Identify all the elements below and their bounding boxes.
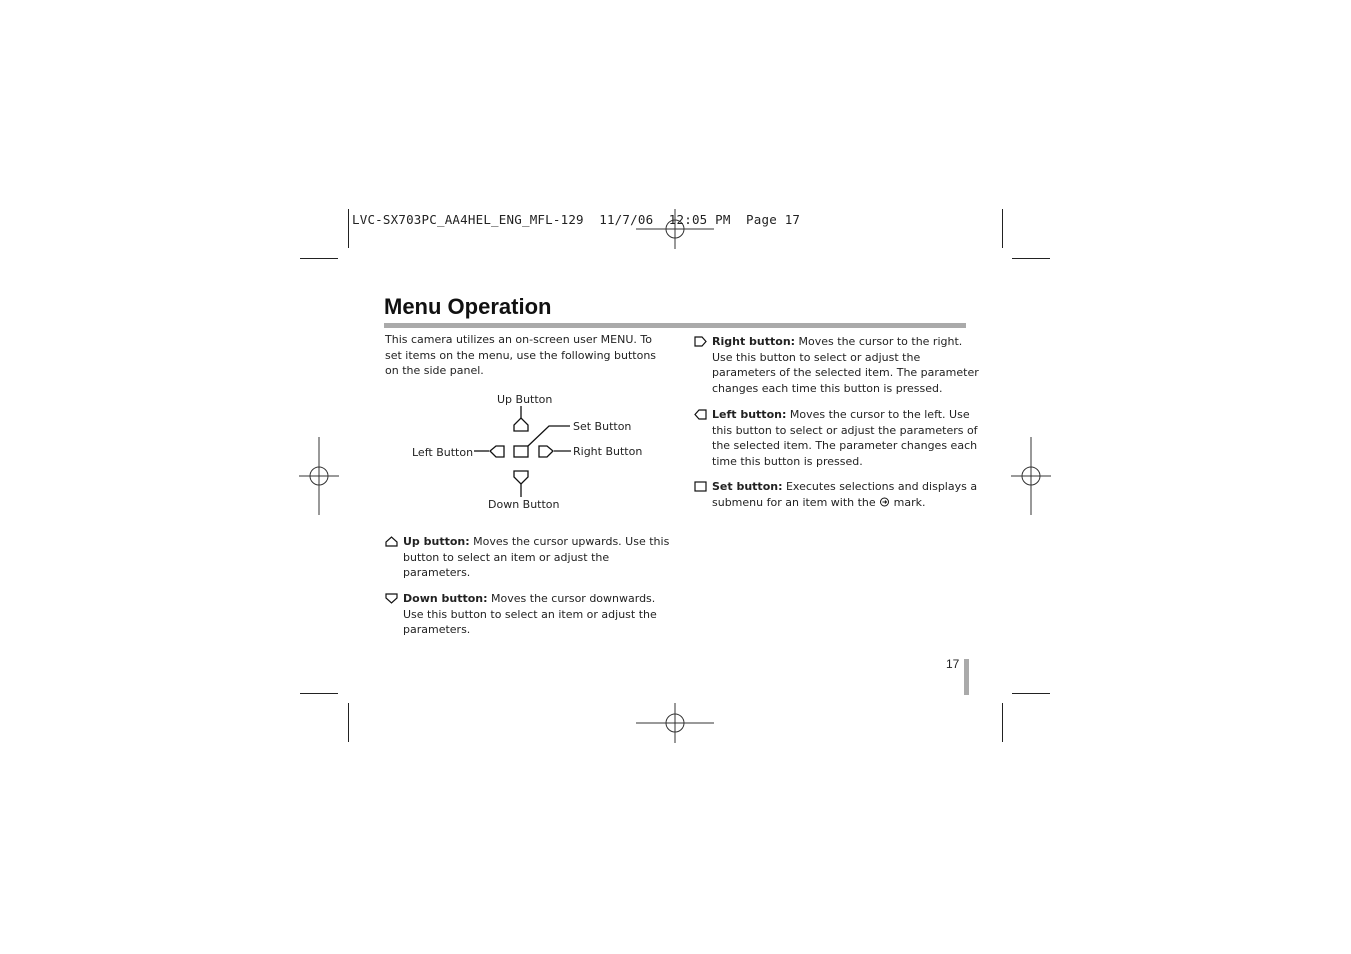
diagram-label-down: Down Button — [488, 498, 560, 511]
left-button-description: Moves the cursor to the left. Use this button to select or adjust the parameters of the selected item. The parameter changes each time this button is pressed. — [712, 408, 978, 468]
page-number: 17 — [946, 657, 960, 671]
header-page-word: Page — [746, 212, 777, 227]
diagram-label-up: Up Button — [497, 393, 553, 406]
list-item-up — [403, 534, 673, 581]
up-button-icon — [385, 536, 398, 547]
left-button-label: Left button: — [712, 408, 787, 421]
crop-mark — [300, 258, 338, 259]
list-item-down — [403, 591, 673, 638]
right-button-icon — [694, 336, 707, 347]
set-button-description-end: mark. — [890, 495, 926, 509]
header-page-ref: 17 — [784, 212, 801, 227]
crop-mark — [1002, 703, 1003, 742]
registration-mark-left-icon — [299, 437, 339, 515]
diagram-set-button-icon — [514, 446, 528, 457]
registration-mark-right-icon — [1011, 437, 1051, 515]
title-rule — [384, 323, 966, 328]
right-button-description: Moves the cursor to the right. Use this button to select or adjust the parameters of the selected item. The parameter changes each time this button is pressed. — [712, 335, 979, 395]
crop-mark — [1002, 209, 1003, 248]
submenu-mark-icon — [879, 497, 890, 507]
registration-mark-bottom-icon — [636, 703, 714, 743]
header-filename: LVC-SX703PC_AA4HEL_ENG_MFL-129 — [352, 212, 584, 227]
header-time: 12:05 PM — [668, 212, 731, 227]
intro-paragraph: This camera utilizes an on-screen user MENU. To set items on the menu, use the following buttons on the side panel. — [385, 333, 657, 377]
left-button-icon — [694, 409, 707, 420]
list-item-set — [712, 479, 982, 510]
button-diagram — [470, 404, 575, 500]
crop-mark — [1012, 693, 1050, 694]
set-button-label: Set button: — [712, 480, 783, 493]
up-button-label: Up button: — [403, 535, 470, 548]
page-title: Menu Operation — [384, 294, 552, 319]
down-button-label: Down button: — [403, 592, 488, 605]
set-button-icon — [694, 481, 707, 492]
diagram-label-right: Right Button — [573, 445, 643, 458]
list-item-left — [712, 407, 982, 469]
diagram-label-set: Set Button — [573, 420, 632, 433]
up-button-description: Moves the cursor upwards. Use this button to select an item or adjust the parameters. — [403, 535, 670, 579]
diagram-up-button-icon — [514, 418, 528, 431]
crop-mark — [348, 703, 349, 742]
crop-mark — [300, 693, 338, 694]
diagram-right-button-icon — [539, 446, 553, 457]
down-button-icon — [385, 593, 398, 604]
set-button-description-start: Executes selections and displays a submenu for an item with the — [712, 480, 978, 509]
diagram-down-button-icon — [514, 471, 528, 484]
down-button-description: Moves the cursor downwards. Use this button to select an item or adjust the parameters. — [403, 592, 657, 636]
diagram-left-button-icon — [490, 446, 504, 457]
crop-mark — [348, 209, 349, 248]
diagram-label-left: Left Button — [412, 446, 474, 459]
right-button-label: Right button: — [712, 335, 796, 348]
print-header — [352, 212, 800, 227]
crop-mark — [1012, 258, 1050, 259]
header-date: 11/7/06 — [599, 212, 654, 227]
list-item-right — [712, 334, 982, 396]
page-number-bar — [964, 659, 969, 695]
registration-mark-top-icon — [636, 209, 714, 249]
